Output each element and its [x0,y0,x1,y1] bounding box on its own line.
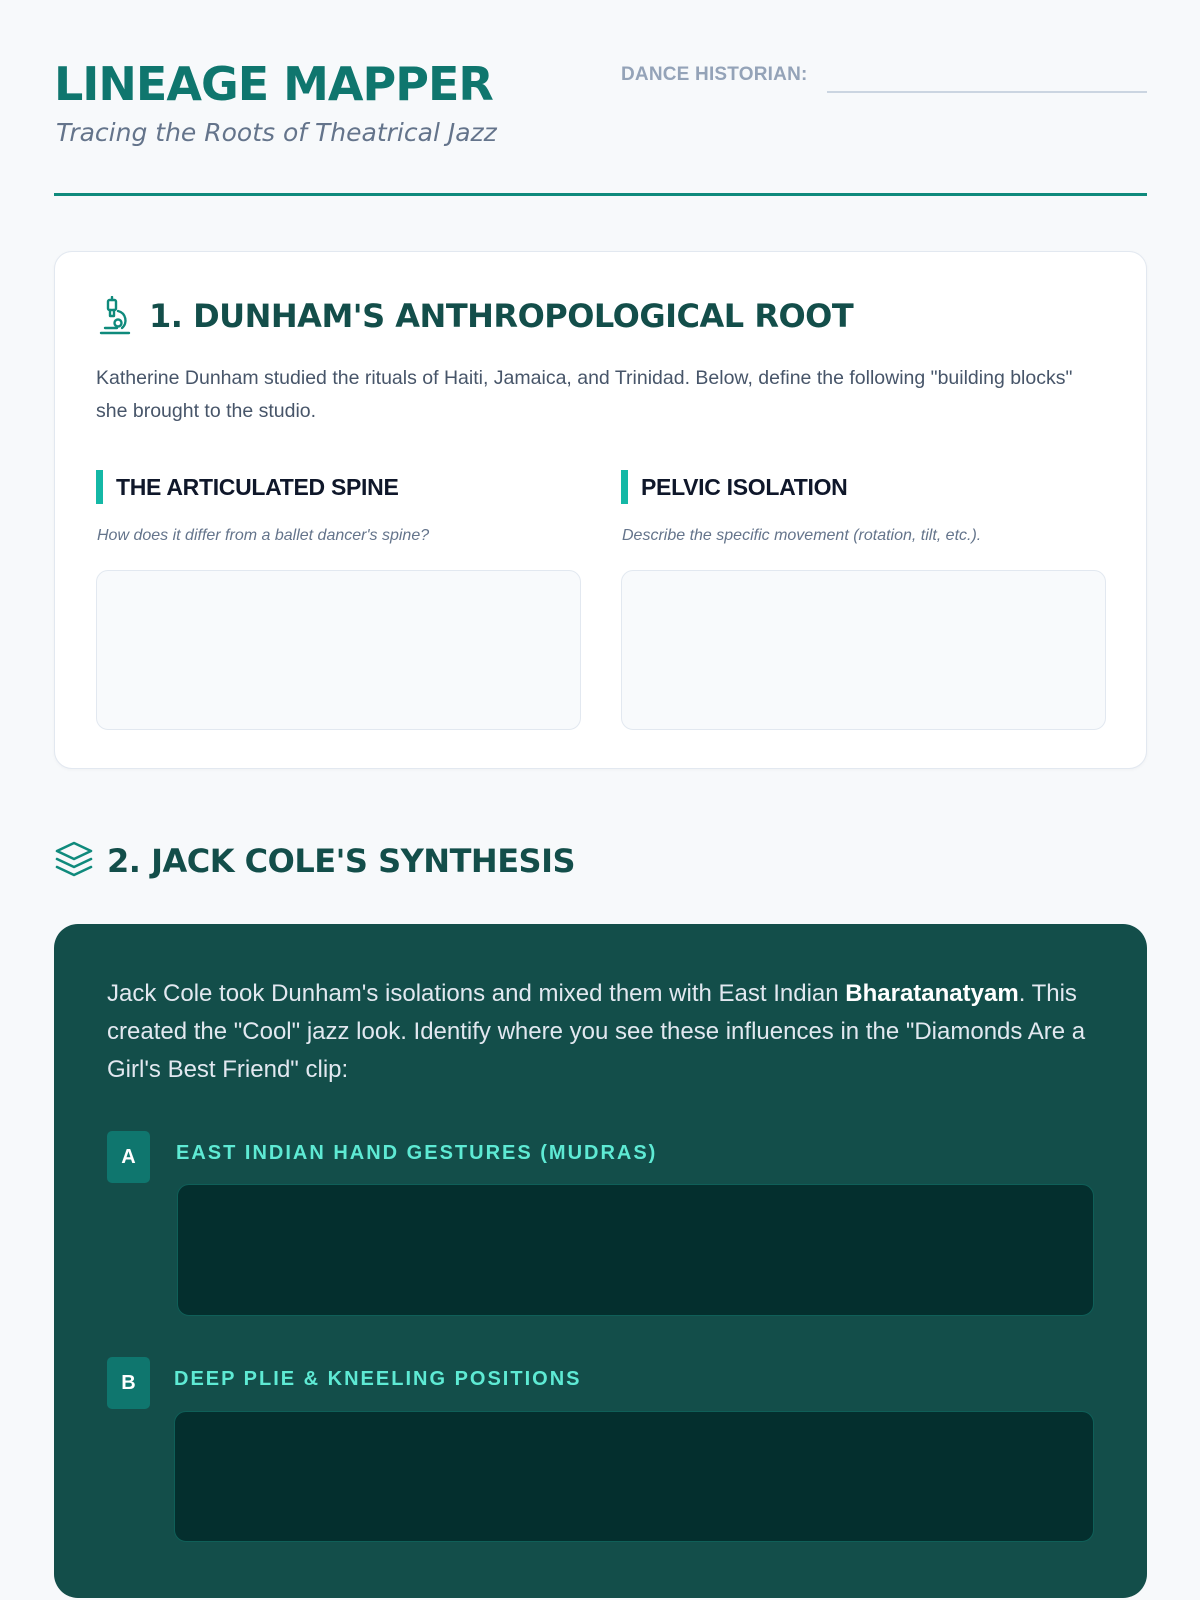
intro-text-part: . This created the "Cool" jazz look. Identify where you see these influences in the "Diamonds Are a Girl's Best Friend" clip: [107,980,1086,1083]
page-title: LINEAGE MAPPER [54,57,493,111]
section-dunham-card [54,251,1147,769]
section-cole-card [54,924,1147,1598]
section-1-intro: Katherine Dunham studied the rituals of Haiti, Jamaica, and Trinidad. Below, define the following "building blocks" she brought to the studio. [96,367,1073,422]
pelvic-heading-text: PELVIC ISOLATION [641,474,848,500]
pelvic-heading [621,470,847,504]
spine-heading-text: THE ARTICULATED SPINE [116,474,399,500]
intro-text-part: Jack Cole took Dunham's isolations and mixed them with East Indian [107,980,846,1007]
header-divider [54,193,1147,196]
influence-badge-b: B [107,1357,150,1409]
section-2-intro [107,975,1087,1089]
plie-label: DEEP PLIE & KNEELING POSITIONS [174,1368,582,1390]
spine-heading [96,470,398,504]
spine-answer-field[interactable] [96,570,581,730]
mudras-answer-field[interactable] [177,1184,1094,1316]
microscope-icon [97,296,133,336]
plie-answer-field[interactable] [174,1411,1094,1542]
page-subtitle: Tracing the Roots of Theatrical Jazz [56,118,497,147]
mudras-label: EAST INDIAN HAND GESTURES (MUDRAS) [176,1142,658,1164]
intro-bold-term: Bharatanatyam [845,980,1019,1007]
historian-name-input[interactable] [827,91,1147,93]
pelvic-hint: Describe the specific movement (rotation, tilt, etc.). [622,527,982,544]
heading-accent-bar [621,470,628,504]
section-1-title: 1. DUNHAM'S ANTHROPOLOGICAL ROOT [149,297,854,335]
influence-badge-a: A [107,1131,150,1183]
layers-icon [54,840,94,880]
heading-accent-bar [96,470,103,504]
historian-label: DANCE HISTORIAN: [621,64,808,85]
section-2-title: 2. JACK COLE'S SYNTHESIS [107,842,576,880]
spine-hint: How does it differ from a ballet dancer's spine? [97,527,430,544]
header [54,56,1147,196]
pelvic-answer-field[interactable] [621,570,1106,730]
